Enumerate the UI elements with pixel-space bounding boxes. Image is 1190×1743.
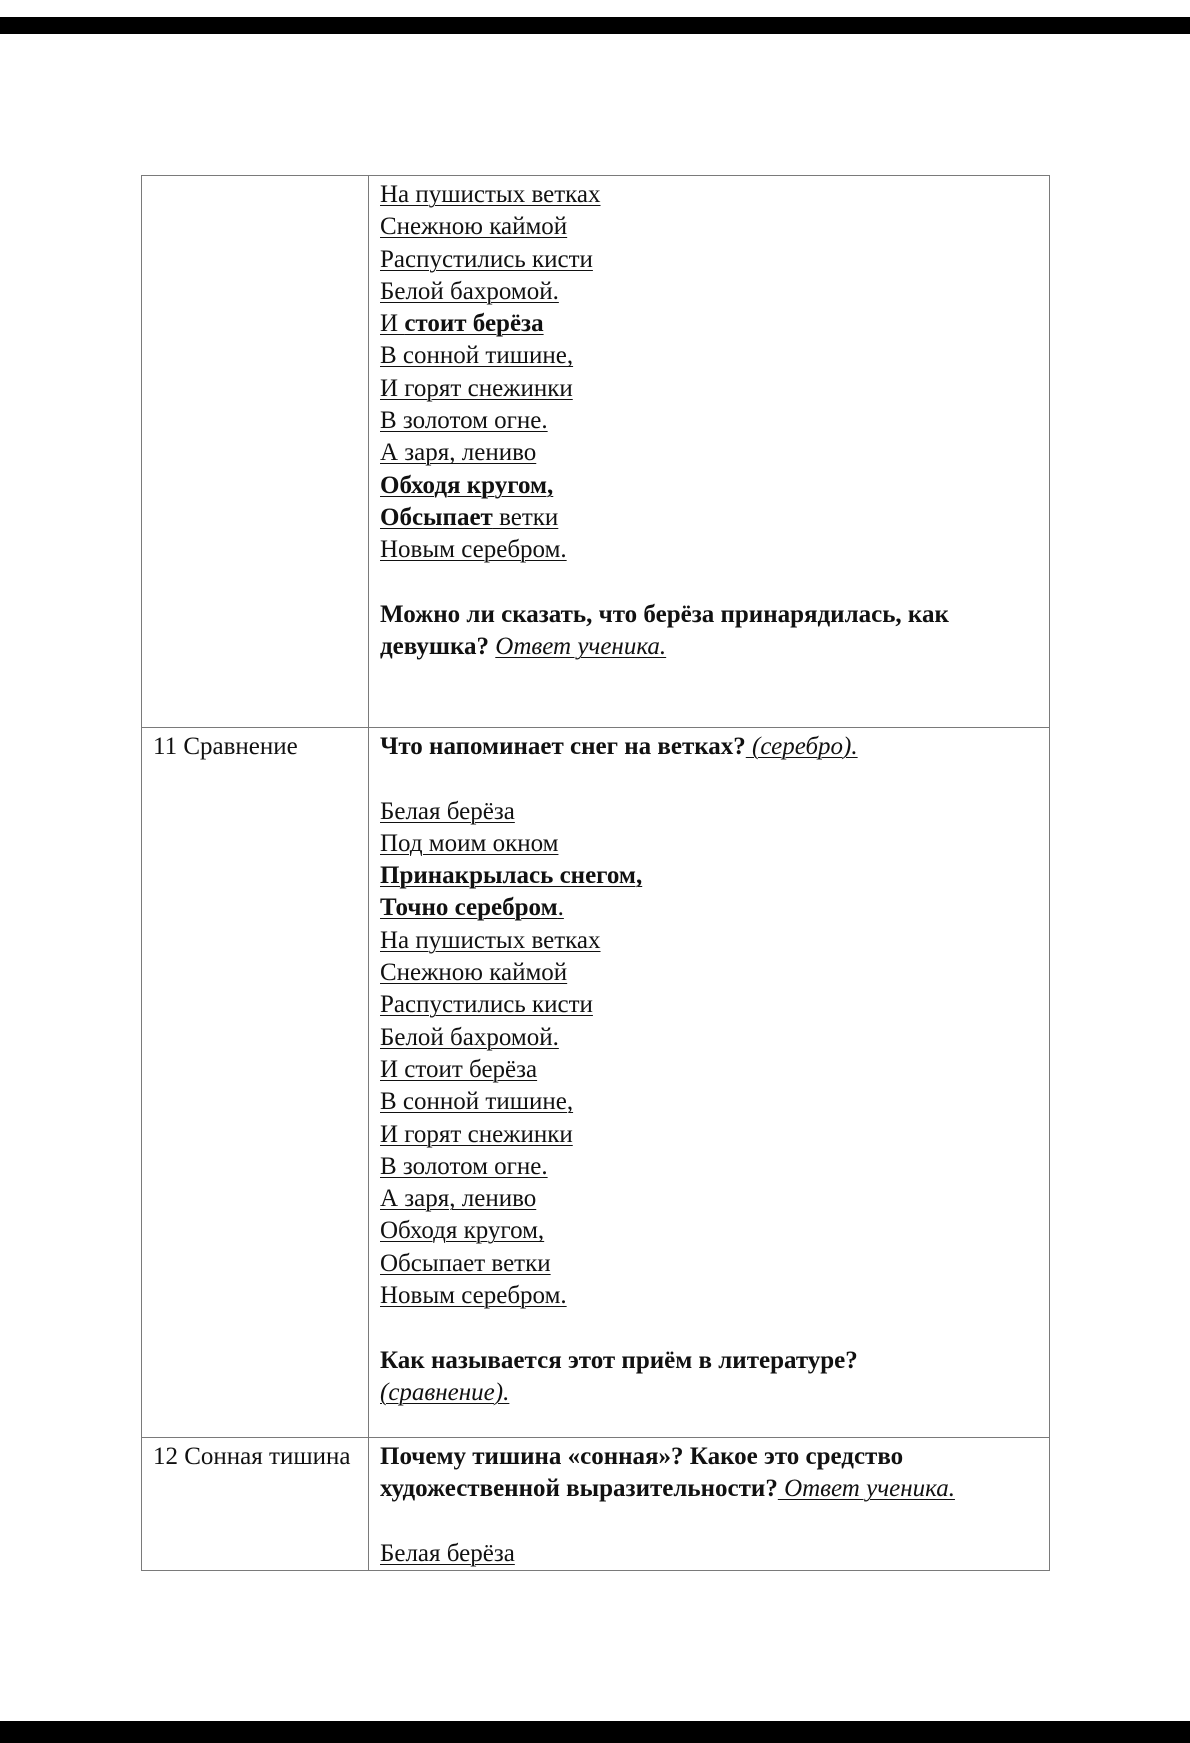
poem-line: Снежною каймой (380, 959, 568, 987)
teacher-question (380, 1345, 1039, 1410)
poem-line: И стоит берёза (380, 310, 544, 338)
row-label: 12 Сонная тишина (153, 1443, 351, 1470)
poem-excerpt (380, 796, 1039, 1313)
poem-line: Обходя кругом, (380, 1217, 545, 1245)
poem-line: И стоит берёза (380, 1055, 538, 1083)
poem-line: Под моим окном (380, 829, 559, 857)
poem-line: Новым серебром. (380, 1282, 567, 1310)
row-label-cell (142, 176, 369, 728)
teacher-question (380, 1441, 1039, 1506)
poem-line: И горят снежинки (380, 1120, 573, 1148)
row-label: 11 Сравнение (153, 733, 298, 760)
poem-line: Белая берёза (380, 1539, 515, 1567)
poem-line: А заря, лениво (380, 439, 537, 467)
poem-line: Новым серебром. (380, 536, 567, 564)
poem-excerpt (380, 1538, 1039, 1570)
poem-line: На пушистых ветках (380, 926, 601, 954)
table-row (142, 1438, 1050, 1571)
poem-line: В золотом огне. (380, 1152, 548, 1180)
question-text: Что напоминает снег на ветках? (380, 733, 746, 760)
poem-line: Белая берёза (380, 797, 515, 825)
question-text: Почему тишина «сонная»? Какое это средство художественной выразительности? (380, 1443, 904, 1503)
top-page-border (0, 17, 1190, 34)
poem-line: И горят снежинки (380, 374, 573, 402)
poem-line: Обсыпает ветки (380, 503, 559, 531)
lead-question (380, 731, 1039, 763)
poem-line: Распустились кисти (380, 245, 593, 273)
question-text: Можно ли сказать, что берёза принарядилась, как девушка? (380, 600, 949, 661)
poem-line: В золотом огне. (380, 407, 548, 435)
row-content-cell (369, 728, 1050, 1438)
poem-line: Белой бахромой. (380, 277, 559, 305)
row-label-cell (142, 728, 369, 1438)
table-row (142, 728, 1050, 1438)
row-content-cell (369, 1438, 1050, 1571)
poem-line: На пушистых ветках (380, 181, 601, 208)
student-answer: Ответ ученика. (495, 633, 667, 661)
question-text: Как называется этот приём в литературе? (380, 1346, 858, 1374)
table-row (142, 176, 1050, 728)
poem-excerpt (380, 179, 1039, 567)
poem-line: Распустились кисти (380, 991, 593, 1019)
poem-line: Точно серебром. (380, 894, 564, 922)
bottom-page-border (0, 1721, 1190, 1743)
poem-line: В сонной тишине, (380, 1088, 574, 1116)
lesson-table (141, 175, 1050, 1571)
student-answer: Ответ ученика. (777, 1475, 955, 1503)
student-answer: (сравнение). (380, 1378, 510, 1406)
poem-line: Снежною каймой (380, 213, 568, 241)
poem-line: Обсыпает ветки (380, 1249, 551, 1277)
poem-line: Белой бахромой. (380, 1023, 559, 1051)
poem-line: В сонной тишине, (380, 342, 574, 370)
row-content-cell (369, 176, 1050, 728)
poem-line: А заря, лениво (380, 1185, 537, 1213)
row-label-cell (142, 1438, 369, 1571)
poem-line: Принакрылась снегом, (380, 862, 643, 890)
poem-line: Обходя кругом, (380, 471, 554, 499)
teacher-question (380, 599, 1039, 664)
student-answer: (серебро). (745, 733, 858, 760)
